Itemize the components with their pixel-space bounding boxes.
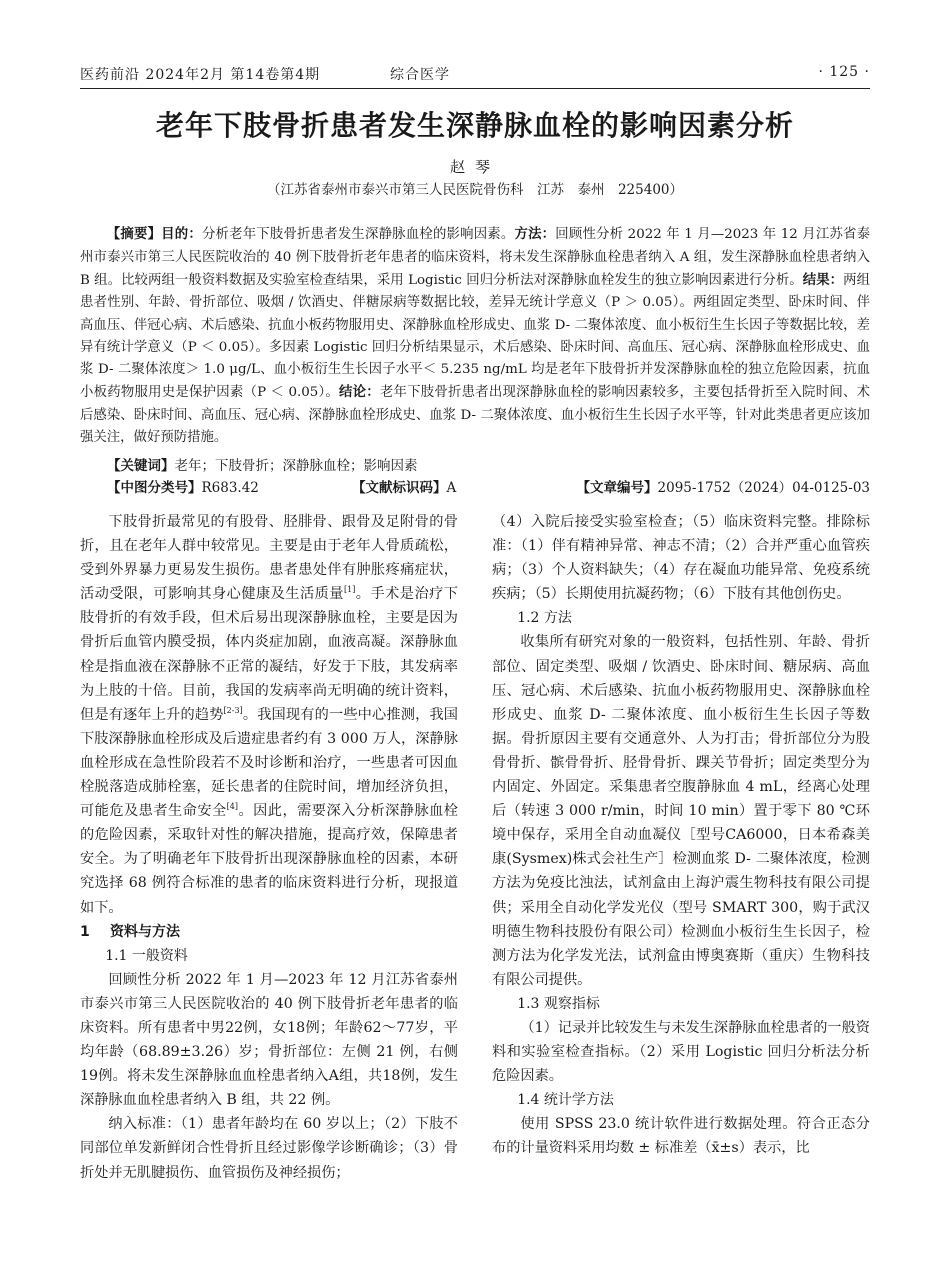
paragraph-criteria-continued: （4）入院后接受实验室检查；（5）临床资料完整。排除标准：（1）伴有精神异常、神志不清；（2）合并严重心血管疾病；（3）个人资料缺失；（4）存在凝血功能异常、免疫系统疾病；（5）长期使用抗凝药物；（6）下肢有其他创伤史。 — [492, 514, 870, 603]
body-column-left — [80, 510, 458, 1185]
methods-label: 方法： — [514, 226, 556, 243]
paragraph-inclusion-criteria: 纳入标准：（1）患者年龄均在 60 岁以上；（2）下肢不同部位单发新鲜闭合性骨折且经过影像学诊断确诊；（3）骨折处并无肌腱损伤、血管损伤及神经损伤； — [80, 1116, 458, 1181]
document-code-label: 【文献标识码】 — [352, 480, 447, 496]
objective-label: 目的： — [161, 226, 202, 243]
keywords-line — [80, 454, 870, 474]
abstract-conclusion: 老年下肢骨折患者出现深静脉血栓的影响因素较多，主要包括骨折至入院时间、术后感染、卧床时间、高血压、冠心病、深静脉血栓形成史、血浆 D- 二聚体浓度、血小板衍生生长因子水平等，针对此类患者更应该加强关注，做好预防措施。 — [80, 385, 871, 446]
intro-text-1: 下肢骨折最常见的有股骨、胫腓骨、跟骨及足附骨的骨折，且在老年人群中较常见。主要是由于老年人骨质疏松，受到外界暴力更易发生损伤。患者患处伴有肿胀疼痛症状，活动受限，可影响其身心健康及生活质量 — [80, 514, 458, 603]
citation-2: [2-3] — [223, 705, 243, 715]
journal-info: 医药前沿 2024年2月 第14卷第4期 — [80, 67, 321, 83]
keywords-label: 【关键词】 — [107, 458, 175, 474]
intro-text-2: 。手术是治疗下肢骨折的有效手段，但术后易出现深静脉血栓，主要是因为骨折后血管内膜受损，体内炎症加剧，血液高凝。深静脉血栓是指血液在深静脉不正常的凝结，好发于下肢，其发病率为上肢的十倍。目前，我国的发病率尚无明确的统计资料，但是有逐年上升的趋势 — [80, 586, 458, 723]
classification-line — [80, 476, 870, 498]
citation-1: [1] — [343, 585, 356, 595]
conclusion-label: 结论： — [339, 384, 380, 401]
clc-number — [107, 476, 259, 496]
document-code — [352, 476, 456, 496]
author-name: 赵琴 — [449, 158, 500, 176]
column-name: 综合医学 — [390, 67, 450, 83]
subsection-heading-1-4: 1.4 统计学方法 — [517, 1092, 614, 1109]
body-column-right — [492, 510, 870, 1161]
intro-text-4: 。因此，需要深入分析深静脉血栓的危险因素，采取针对性的解决措施，提高疗效，保障患者安全。为了明确老年下肢骨折出现深静脉血栓的因素，本研究选择 68 例符合标准的患者的临床资料进行分析，现报道如下。 — [80, 803, 458, 916]
paragraph-methods: 收集所有研究对象的一般资料，包括性别、年龄、骨折部位、固定类型、吸烟 / 饮酒史、卧床时间、糖尿病、高血压、冠心病、术后感染、抗血小板药物服用史、深静脉血栓形成史、血浆 D- 二聚体浓度、血小板衍生生长因子等数据。骨折原因主要有交通意外、人为打击；骨折部位分为股骨骨折、髌骨骨折、胫骨骨折、踝关节骨折；固定类型分为内固定、外固定。采集患者空腹静脉血 4 mL，经离心处理后（转速 3 000 r/min，时间 10 min）置于零下 80 ℃环境中保存，采用全自动血凝仪［型号CA6000，日本希森美康(Sysmex)株式会社生产］检测血浆 D- 二聚体浓度，检测方法为免疫比浊法，试剂盒由上海沪震生物科技有限公司提供；采用全自动化学发光仪（型号 SMART 300，购于武汉明德生物科技股份有限公司）检测血小板衍生生长因子，检测方法为化学发光法，试剂盒由博奥赛斯（重庆）生物科技有限公司提供。 — [492, 634, 870, 988]
abstract-objective: 分析老年下肢骨折患者发生深静脉血栓的影响因素。 — [201, 227, 515, 243]
subsection-heading-1-2: 1.2 方法 — [517, 610, 572, 627]
subsection-heading-1-3: 1.3 观察指标 — [517, 995, 600, 1012]
running-header — [80, 60, 870, 89]
article-number-label: 【文章编号】 — [576, 480, 658, 496]
paragraph-observation: （1）记录并比较发生与未发生深静脉血栓患者的一般资料和实验室检查指标。（2）采用 Logistic 回归分析法分析危险因素。 — [492, 1019, 870, 1085]
subsection-heading-1-1: 1.1 一般资料 — [105, 947, 188, 964]
abstract-label: 【摘要】 — [106, 226, 162, 243]
keywords-text: 老年；下肢骨折；深静脉血栓；影响因素 — [174, 458, 418, 474]
section-heading-1 — [80, 920, 458, 944]
section-number: 1 — [80, 923, 90, 940]
author-affiliation: （江苏省泰州市泰兴市第三人民医院骨伤科 江苏 泰州 225400） — [266, 182, 684, 198]
journal-page — [80, 0, 870, 1280]
article-title: 老年下肢骨折患者发生深静脉血栓的影响因素分析 — [155, 109, 794, 142]
citation-3: [4] — [226, 802, 238, 812]
intro-paragraph — [80, 510, 458, 920]
abstract-results: 两组患者性别、年龄、骨折部位、吸烟 / 饮酒史、伴糖尿病等数据比较，差异无统计学意义（P ＞ 0.05）。两组固定类型、卧床时间、伴高血压、伴冠心病、术后感染、抗血小板药物服用史、深静脉血栓形成史、血浆 D- 二聚体浓度、血小板衍生生长因子等数据比较，差异有统计学意义（P ＜ 0.05）。多因素 Logistic 回归分析结果显示，术后感染、卧床时间、高血压、冠心病、深静脉血栓形成史、血浆 D- 二聚体浓度＞ 1.0 μg/L、血小板衍生生长因子水平＜ 5.235 ng/mL 均是老年下肢骨折并发深静脉血栓的独立危险因素，抗血小板药物服用史是保护因素（P ＜ 0.05）。 — [80, 272, 871, 401]
intro-text-3: 。我国现有的一些中心推测，我国下肢深静脉血栓形成及后遗症患者约有 3 000 万人，深静脉血栓形成在急性阶段若不及时诊断和治疗，一些患者可因血栓脱落造成肺栓塞，延长患者的住院时间，增加经济负担，可能危及患者生命安全 — [80, 706, 458, 820]
article-number — [577, 476, 870, 496]
abstract — [80, 223, 870, 449]
document-code-value: A — [446, 480, 457, 496]
page-number: · 125 · — [818, 64, 870, 80]
paragraph-statistics: 使用 SPSS 23.0 统计软件进行数据处理。符合正态分布的计量资料采用均数 ± 标准差（x̄±s）表示，比 — [492, 1116, 870, 1157]
article-number-value: 2095-1752（2024）04-0125-03 — [657, 480, 870, 496]
clc-label: 【中图分类号】 — [107, 480, 202, 496]
clc-value: R683.42 — [201, 480, 259, 496]
section-title: 资料与方法 — [110, 923, 180, 940]
abstract-methods: 回顾性分析 2022 年 1 月—2023 年 12 月江苏省泰州市泰兴市第三人民医院收治的 40 例下肢骨折老年患者的临床资料，将未发生深静脉血栓患者纳入 A 组，发生深静脉血栓患者纳入 B 组。比较两组一般资料数据及实验室检查结果，采用 Logistic 回归分析法对深静脉血栓发生的独立影响因素进行分析。 — [80, 227, 871, 288]
paragraph-general-data: 回顾性分析 2022 年 1 月—2023 年 12 月江苏省泰州市泰兴市第三人民医院收治的 40 例下肢骨折老年患者的临床资料。所有患者中男22例，女18例；年龄62～77岁，平均年龄（68.89±3.26）岁；骨折部位：左侧 21 例，右侧19例。将未发生深静脉血血栓患者纳入A组，共18例，发生深静脉血血栓患者纳入 B 组，共 22 例。 — [80, 971, 458, 1109]
results-label: 结果： — [802, 271, 844, 288]
